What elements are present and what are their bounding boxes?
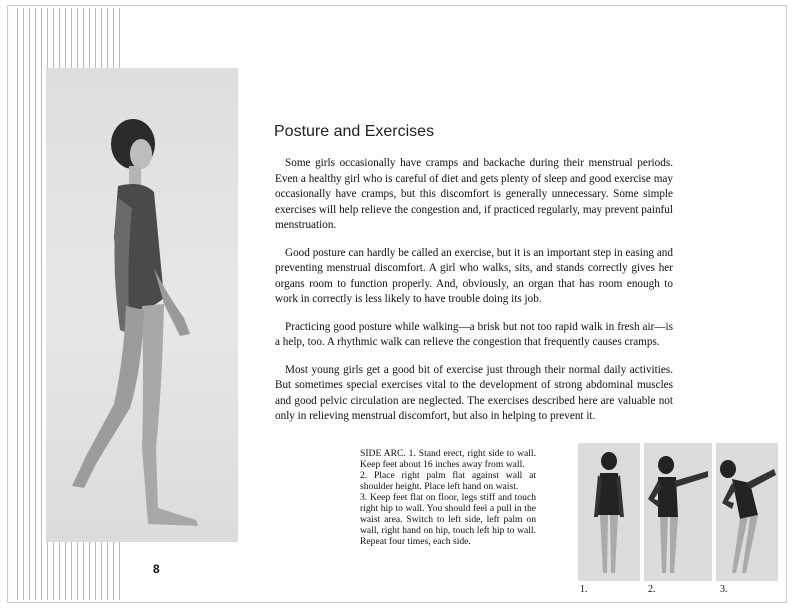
exercise-step: 2. Place right palm flat against wall at shoulder height. Place left hand on waist.	[360, 470, 536, 492]
body-text	[275, 156, 673, 437]
exercise-photo-3	[716, 443, 778, 581]
walking-posture-photo	[46, 68, 238, 542]
paragraph: Practicing good posture while walking—a brisk but not too rapid walk in fresh air—is a help, too. A rhythmic walk can relieve the congestion that frequently causes cramps.	[275, 320, 673, 348]
page-number: 8	[153, 562, 160, 576]
paragraph: Most young girls get a good bit of exercise just through their normal daily activities. But sometimes special exercises vital to the development of strong abdominal muscles and good pelvic circulation are neglected. The exercises described here are valuable not only in relieving menstrual discomfort, but also in helping to prevent it.	[275, 363, 673, 422]
exercise-step: SIDE ARC. 1. Stand erect, right side to wall. Keep feet about 16 inches away from wall.	[360, 448, 536, 470]
photo-caption-2: 2.	[648, 584, 656, 595]
exercise-instructions	[360, 448, 536, 547]
photo-caption-1: 1.	[580, 584, 588, 595]
exercise-photo-1	[578, 443, 640, 581]
exercise-photo-2	[644, 443, 712, 581]
exercise-step: 3. Keep feet flat on floor, legs stiff and touch right hip to wall. You should feel a pull in the waist area. Switch to left side, left palm on wall, right hand on hip, touch left hip to wall. Repeat four times, each side.	[360, 492, 536, 547]
page-title: Posture and Exercises	[274, 123, 435, 140]
photo-caption-3: 3.	[720, 584, 728, 595]
paragraph: Some girls occasionally have cramps and backache during their menstrual periods. Even a healthy girl who is careful of diet and gets plenty of sleep and good exercise may occasionally have cramps, but this discomfort is generally unnecessary. Some simple exercises will help relieve the congestion and, if practiced regularly, may prevent painful menstruation.	[275, 157, 673, 231]
paragraph: Good posture can hardly be called an exercise, but it is an important step in easing and preventing menstrual discomfort. A girl who walks, sits, and stands correctly gives her organs room to function properly. And, obviously, an organ that has room enough to work in correctly is less likely to have trouble doing its job.	[275, 246, 673, 305]
